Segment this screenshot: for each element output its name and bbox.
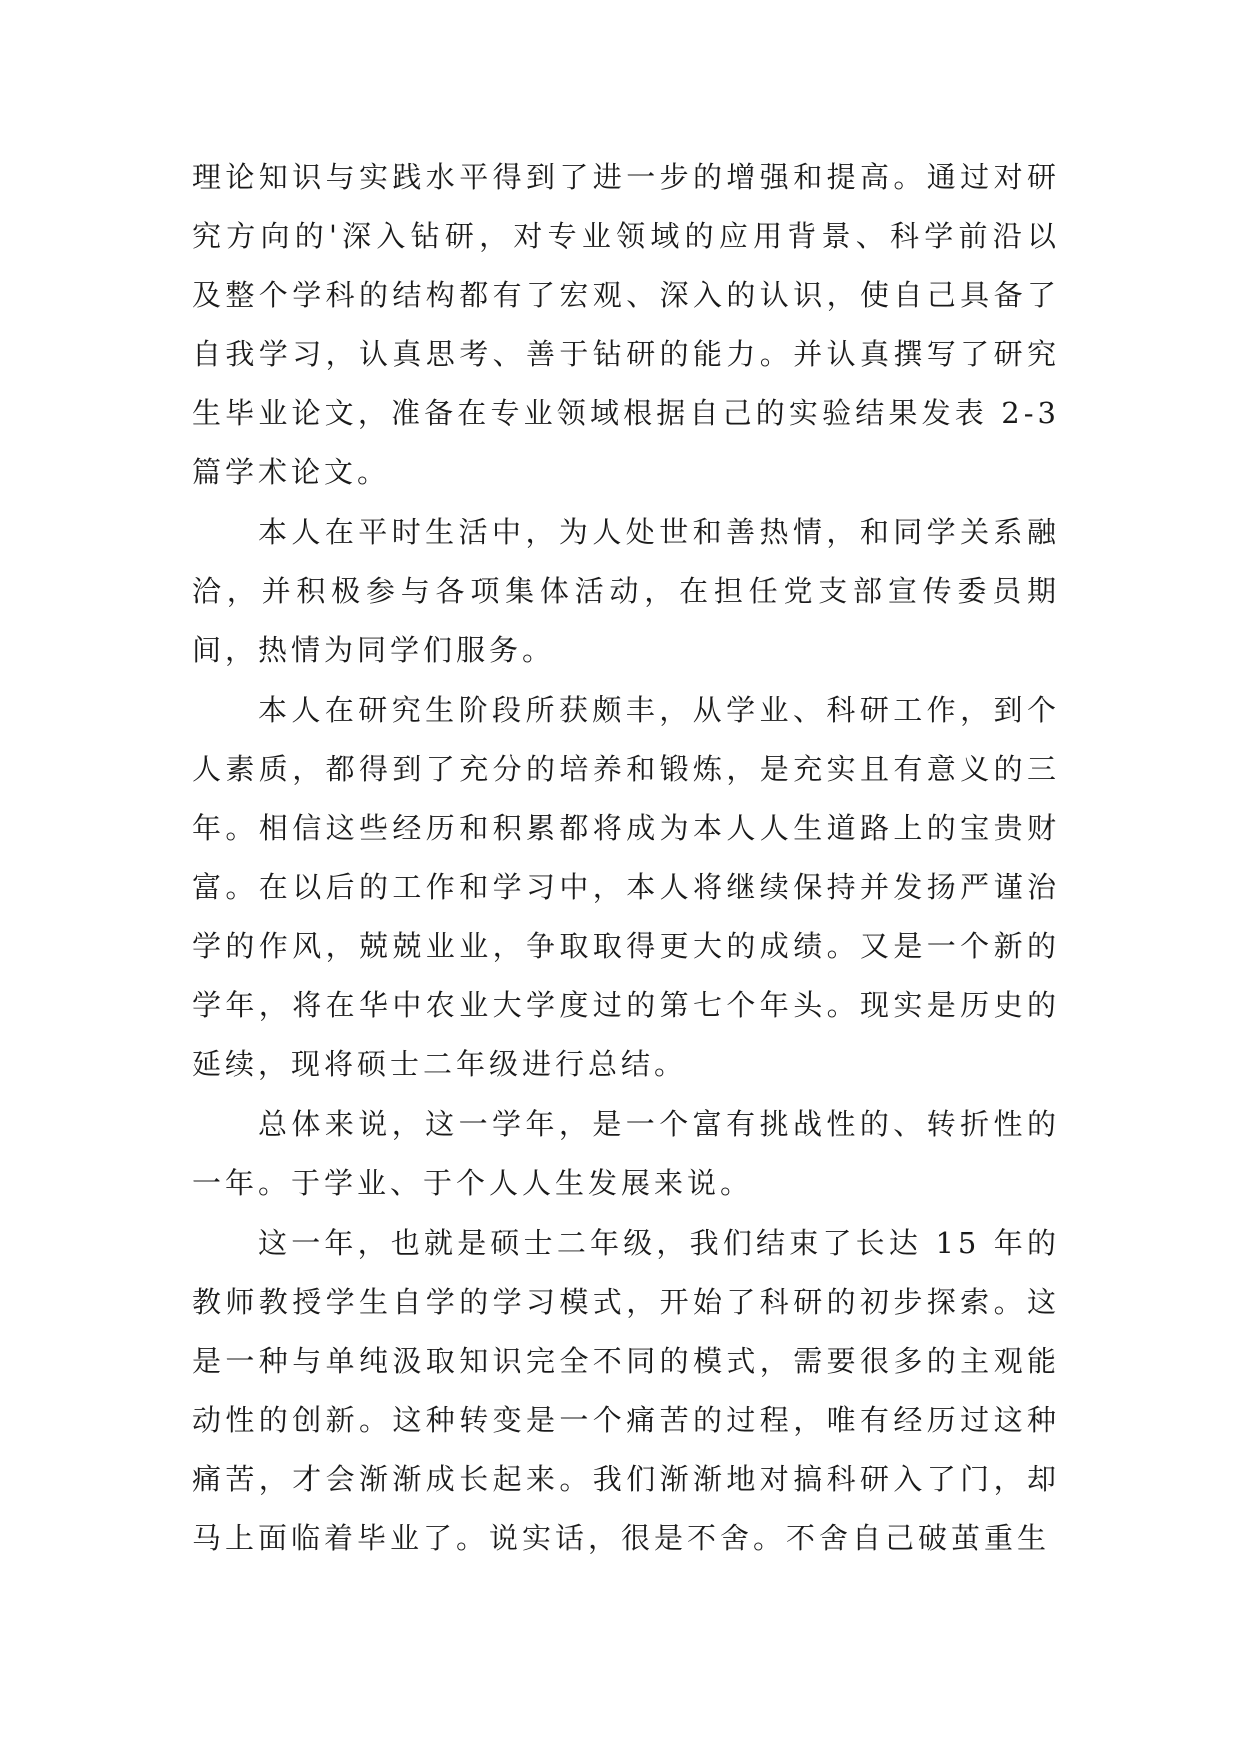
paragraph-1: 理论知识与实践水平得到了进一步的增强和提高。通过对研究方向的'深入钻研，对专业领域的应用背景、科学前沿以及整个学科的结构都有了宏观、深入的认识，使自己具备了自我学习，认真思考、善于钻研的能力。并认真撰写了研究生毕业论文，准备在专业领域根据自己的实验结果发表 2-3 篇学术论文。 (192, 160, 1060, 489)
body-text (192, 148, 1060, 1569)
paragraph-4: 总体来说，这一学年，是一个富有挑战性的、转折性的一年。于学业、于个人人生发展来说。 (192, 1107, 1060, 1200)
paragraph-5: 这一年，也就是硕士二年级，我们结束了长达 15 年的教师教授学生自学的学习模式，开始了科研的初步探索。这是一种与单纯汲取知识完全不同的模式，需要很多的主观能动性的创新。这种转变是一个痛苦的过程，唯有经历过这种痛苦，才会渐渐成长起来。我们渐渐地对搞科研入了门，却马上面临着毕业了。说实话，很是不舍。不舍自己破茧重生 (192, 1226, 1060, 1555)
paragraph-3: 本人在研究生阶段所获颇丰，从学业、科研工作，到个人素质，都得到了充分的培养和锻炼，是充实且有意义的三年。相信这些经历和积累都将成为本人人生道路上的宝贵财富。在以后的工作和学习中，本人将继续保持并发扬严谨治学的作风，兢兢业业，争取取得更大的成绩。又是一个新的学年，将在华中农业大学度过的第七个年头。现实是历史的延续，现将硕士二年级进行总结。 (192, 693, 1060, 1081)
paragraph-2: 本人在平时生活中，为人处世和善热情，和同学关系融洽，并积极参与各项集体活动，在担任党支部宣传委员期间，热情为同学们服务。 (192, 515, 1060, 667)
